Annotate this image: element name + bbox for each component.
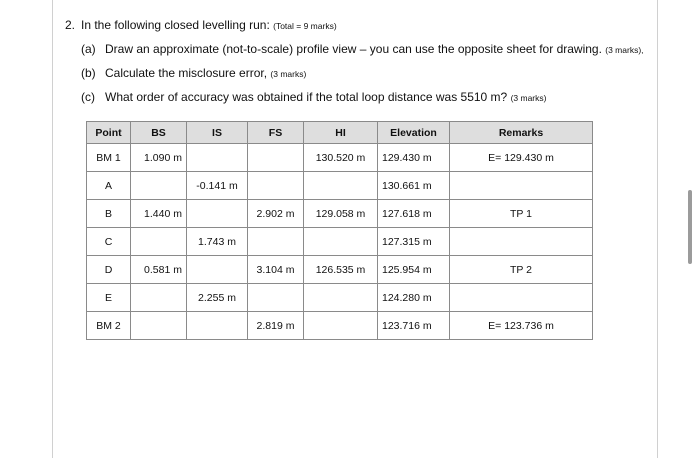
table-header-row xyxy=(87,122,593,144)
header-point: Point xyxy=(87,122,131,144)
cell-is xyxy=(187,200,248,228)
cell-bs: 1.440 m xyxy=(131,200,187,228)
table-row xyxy=(87,144,593,172)
cell-point: D xyxy=(87,256,131,284)
cell-is: 2.255 m xyxy=(187,284,248,312)
part-marks: (3 marks) xyxy=(270,69,307,79)
cell-remarks xyxy=(450,228,593,256)
question-part-b xyxy=(65,65,655,82)
cell-fs xyxy=(248,172,304,200)
cell-fs: 3.104 m xyxy=(248,256,304,284)
cell-is: 1.743 m xyxy=(187,228,248,256)
question-number: 2. xyxy=(65,18,76,32)
cell-point: BM 2 xyxy=(87,312,131,340)
cell-fs xyxy=(248,228,304,256)
cell-elevation: 123.716 m xyxy=(378,312,450,340)
cell-fs: 2.902 m xyxy=(248,200,304,228)
cell-fs xyxy=(248,284,304,312)
part-letter: (a) xyxy=(81,42,96,56)
cell-elevation: 124.280 m xyxy=(378,284,450,312)
cell-remarks: TP 1 xyxy=(450,200,593,228)
cell-point: BM 1 xyxy=(87,144,131,172)
question-intro xyxy=(65,17,655,34)
cell-hi xyxy=(304,312,378,340)
cell-hi: 129.058 m xyxy=(304,200,378,228)
cell-is: -0.141 m xyxy=(187,172,248,200)
cell-hi: 126.535 m xyxy=(304,256,378,284)
header-is: IS xyxy=(187,122,248,144)
cell-point: A xyxy=(87,172,131,200)
cell-bs xyxy=(131,228,187,256)
header-elevation: Elevation xyxy=(378,122,450,144)
cell-remarks: E= 123.736 m xyxy=(450,312,593,340)
cell-bs: 1.090 m xyxy=(131,144,187,172)
table-row xyxy=(87,228,593,256)
cell-bs xyxy=(131,312,187,340)
header-bs: BS xyxy=(131,122,187,144)
cell-remarks: TP 2 xyxy=(450,256,593,284)
table-row xyxy=(87,200,593,228)
question-total-marks: (Total = 9 marks) xyxy=(273,21,337,31)
cell-elevation: 127.618 m xyxy=(378,200,450,228)
cell-is xyxy=(187,144,248,172)
part-marks: (3 marks) xyxy=(510,93,547,103)
part-text: Calculate the misclosure error, xyxy=(105,66,271,80)
question-part-c xyxy=(65,89,655,106)
cell-remarks: E= 129.430 m xyxy=(450,144,593,172)
part-letter: (c) xyxy=(81,90,95,104)
table-row xyxy=(87,284,593,312)
table-row xyxy=(87,256,593,284)
table-row xyxy=(87,312,593,340)
cell-fs xyxy=(248,144,304,172)
cell-elevation: 127.315 m xyxy=(378,228,450,256)
cell-point: C xyxy=(87,228,131,256)
cell-elevation: 125.954 m xyxy=(378,256,450,284)
cell-remarks xyxy=(450,172,593,200)
cell-elevation: 130.661 m xyxy=(378,172,450,200)
cell-remarks xyxy=(450,284,593,312)
part-text: What order of accuracy was obtained if the total loop distance was 5510 m? xyxy=(105,90,511,104)
cell-hi: 130.520 m xyxy=(304,144,378,172)
table-row xyxy=(87,172,593,200)
part-letter: (b) xyxy=(81,66,96,80)
cell-is xyxy=(187,256,248,284)
question-block xyxy=(65,17,655,113)
header-hi: HI xyxy=(304,122,378,144)
header-remarks: Remarks xyxy=(450,122,593,144)
cell-bs xyxy=(131,284,187,312)
part-text: Draw an approximate (not-to-scale) profile view – you can use the opposite sheet for drawing. xyxy=(105,42,606,56)
cell-elevation: 129.430 m xyxy=(378,144,450,172)
header-fs: FS xyxy=(248,122,304,144)
question-intro-text: In the following closed levelling run: xyxy=(81,18,274,32)
cell-fs: 2.819 m xyxy=(248,312,304,340)
cell-hi xyxy=(304,228,378,256)
cell-hi xyxy=(304,172,378,200)
levelling-table xyxy=(86,121,593,340)
cell-point: B xyxy=(87,200,131,228)
question-part-a xyxy=(65,41,655,58)
cell-hi xyxy=(304,284,378,312)
part-marks: (3 marks), xyxy=(605,45,644,55)
cell-bs xyxy=(131,172,187,200)
cell-point: E xyxy=(87,284,131,312)
cell-bs: 0.581 m xyxy=(131,256,187,284)
vertical-scrollbar[interactable] xyxy=(688,190,692,264)
cell-is xyxy=(187,312,248,340)
